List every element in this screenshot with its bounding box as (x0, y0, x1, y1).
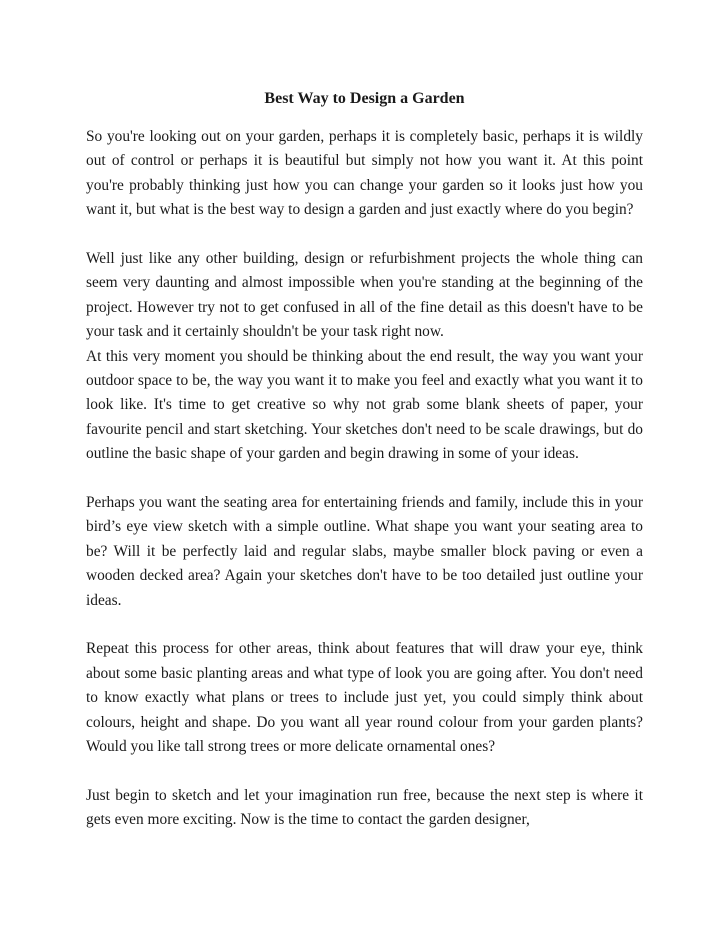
document-page (86, 89, 643, 833)
paragraph-seating-area: Perhaps you want the seating area for entertaining friends and family, include this in your bird’s eye view sketch with a simple outline. What shape you want your seating area to be? Will it be perfectly laid and regular slabs, maybe smaller block paving or even a wooden decked area? Again your sketches don't have to be too detailed just outline your ideas. (86, 494, 643, 609)
paragraph-daunting: Well just like any other building, design or refurbishment projects the whole thing can seem very daunting and almost impossible when you're standing at the beginning of the project. However try not to get confused in all of the fine detail as this doesn't have to be your task and it certainly shouldn't be your task right now. (86, 250, 643, 341)
document-title: Best Way to Design a Garden (264, 90, 465, 107)
paragraph-end-result: At this very moment you should be thinking about the end result, the way you want your outdoor space to be, the way you want it to make you feel and exactly what you want it to look like. It's time to get creative so why not grab some blank sheets of paper, your favourite pencil and start sketching. Your sketches don't need to be scale drawings, but do outline the basic shape of your garden and begin drawing in some of your ideas. (86, 347, 643, 463)
paragraph-intro: So you're looking out on your garden, perhaps it is completely basic, perhaps it is wildly out of control or perhaps it is beautiful but simply not how you want it. At this point you're probably thinking just how you can change your garden so it looks just how you want it, but what is the best way to design a garden and just exactly where do you begin? (86, 128, 643, 219)
paragraph-other-areas: Repeat this process for other areas, think about features that will draw your eye, think about some basic planting areas and what type of look you are going after. You don't need to know exactly what plans or trees to include just yet, you could simply think about colours, height and shape. Do you want all year round colour from your garden plants? Would you like tall strong trees or more delicate ornamental ones? (86, 640, 643, 756)
paragraph-sketch: Just begin to sketch and let your imagination run free, because the next step is where it gets even more exciting. Now is the time to contact the garden designer, (86, 786, 643, 829)
